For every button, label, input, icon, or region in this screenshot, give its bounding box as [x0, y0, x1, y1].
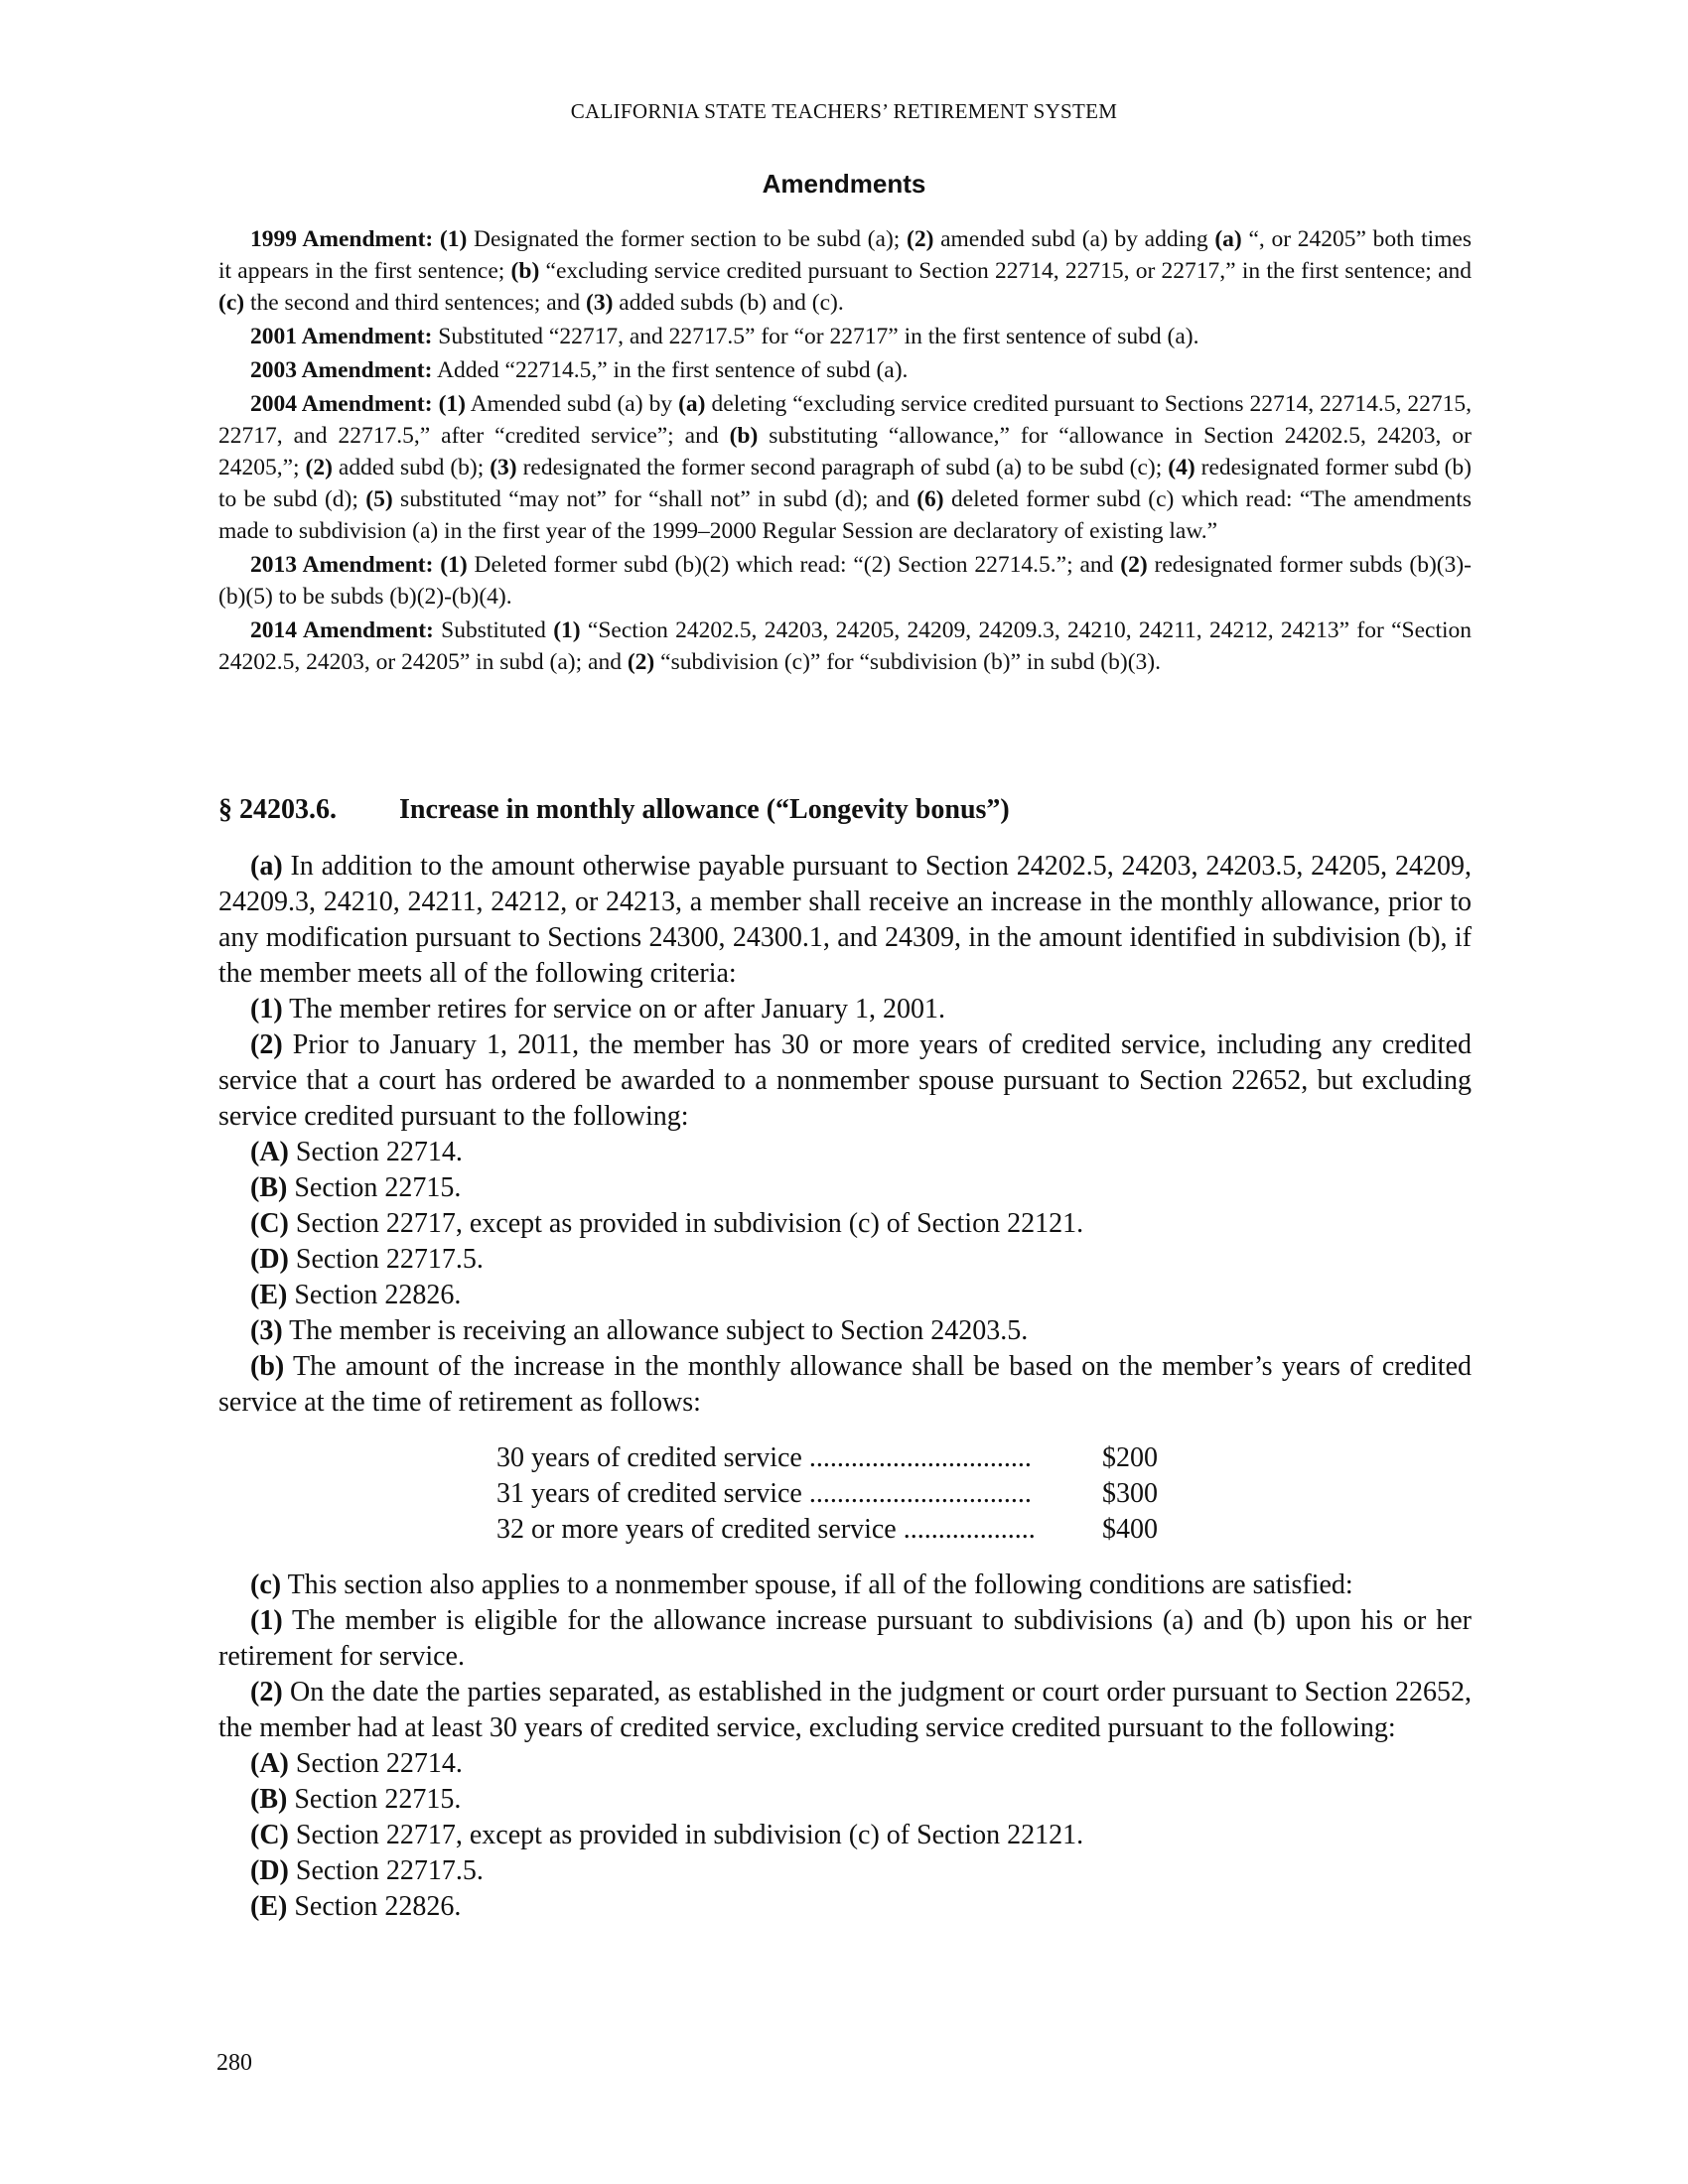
text-run: The member is receiving an allowance subject to Section 24203.5. [282, 1315, 1029, 1346]
bold-run: (A) [250, 1137, 289, 1167]
bold-run: 2004 Amendment: (1) [250, 391, 466, 417]
bold-run: (a) [678, 391, 706, 417]
schedule-label: 32 or more years of credited service ................... [496, 1514, 1036, 1545]
text-run: Prior to January 1, 2011, the member has 30 or more years of credited service, including any credited service that a court has ordered be awarded to a nonmember spouse pursuant to Section 22652, but excluding service credited pursuant to the following: [218, 1029, 1472, 1132]
text-run: This section also applies to a nonmember spouse, if all of the following conditions are satisfied: [281, 1570, 1353, 1600]
text-run: Substituted “22717, and 22717.5” for “or 22717” in the first sentence of subd (a). [432, 324, 1199, 349]
body-paragraph [218, 1242, 1472, 1278]
bold-run: (4) [1168, 455, 1196, 480]
text-run: added subd (b); [332, 455, 491, 480]
text-run: substituting “allowance,” for “allowance in Section 24202.5, 24203, or 24205,”; [218, 423, 1472, 480]
body-paragraph [218, 1889, 1472, 1925]
bold-run: (b) [510, 258, 540, 284]
text-run: Section 22717, except as provided in subdivision (c) of Section 22121. [288, 1208, 1084, 1239]
schedule-label: 30 years of credited service ................................ [496, 1442, 1032, 1473]
text-run: Section 22714. [288, 1748, 463, 1779]
text-run: Amended subd (a) by [465, 391, 679, 417]
bold-run: (D) [250, 1855, 289, 1886]
section-title: Increase in monthly allowance (“Longevity bonus”) [399, 794, 1010, 825]
bold-run: (E) [250, 1280, 288, 1310]
amendment-paragraph [218, 321, 1472, 352]
text-run: On the date the parties separated, as established in the judgment or court order pursuant to Section 22652, the member had at least 30 years of credited service, excluding service credited pursuant to the following: [218, 1677, 1472, 1743]
body-paragraph [218, 849, 1472, 992]
text-run: Designated the former section to be subd (a); [467, 226, 907, 252]
text-run: Substituted [433, 617, 554, 643]
body-paragraph [218, 1675, 1472, 1746]
text-run: The member retires for service on or after January 1, 2001. [282, 994, 945, 1024]
body-paragraph [218, 1170, 1472, 1206]
bold-run: (2) [627, 649, 655, 675]
body-part-1 [218, 849, 1472, 1421]
text-run: redesignated former subds (b)(3)-(b)(5) to be subds (b)(2)-(b)(4). [218, 552, 1473, 610]
bold-run: (B) [250, 1172, 288, 1203]
bold-run: 2003 Amendment: [250, 357, 433, 383]
bold-run: 1999 Amendment: (1) [250, 226, 468, 252]
bold-run: (2) [1120, 552, 1148, 578]
body-paragraph [218, 1278, 1472, 1313]
text-run: added subds (b) and (c). [613, 290, 844, 316]
schedule-row [496, 1476, 1192, 1512]
text-run: The member is eligible for the allowance increase pursuant to subdivisions (a) and (b) upon his or her retirement for service. [218, 1605, 1472, 1672]
bold-run: (6) [916, 486, 944, 512]
bold-run: (b) [729, 423, 759, 449]
bold-run: (c) [218, 290, 245, 316]
bold-run: 2013 Amendment: (1) [250, 552, 468, 578]
body-paragraph [218, 1349, 1472, 1421]
schedule-row [496, 1512, 1192, 1548]
bold-run: 2001 Amendment: [250, 324, 433, 349]
bold-run: (a) [1214, 226, 1242, 252]
text-run: redesignated former subd (b) to be subd (d); [218, 455, 1472, 512]
schedule-row [496, 1440, 1192, 1476]
text-run: “, or 24205” both times it appears in the first sentence; [218, 226, 1472, 284]
bold-run: (D) [250, 1244, 289, 1275]
bold-run: (3) [250, 1315, 283, 1346]
amendment-paragraph [218, 223, 1472, 319]
body-paragraph [218, 1135, 1472, 1170]
text-run: amended subd (a) by adding [933, 226, 1215, 252]
section-heading [218, 794, 1472, 826]
bold-run: (C) [250, 1820, 289, 1850]
text-run: the second and third sentences; and [244, 290, 586, 316]
text-run: Section 22717.5. [288, 1855, 484, 1886]
amendment-paragraph [218, 614, 1472, 678]
body-paragraph [218, 1027, 1472, 1135]
text-run: The amount of the increase in the monthly allowance shall be based on the member’s years of credited service at the time of retirement as follows: [218, 1351, 1472, 1418]
bold-run: (1) [553, 617, 581, 643]
text-run: substituted “may not” for “shall not” in subd (d); and [392, 486, 917, 512]
text-run: Section 22717, except as provided in subdivision (c) of Section 22121. [288, 1820, 1084, 1850]
text-run: Section 22715. [287, 1784, 462, 1815]
amendment-paragraph [218, 388, 1472, 547]
allowance-schedule [496, 1440, 1192, 1548]
body-paragraph [218, 1313, 1472, 1349]
body-paragraph [218, 1568, 1472, 1603]
section-number: § 24203.6. [218, 794, 337, 825]
text-run: Deleted former subd (b)(2) which read: “(2) Section 22714.5.”; and [467, 552, 1121, 578]
text-run: Section 22826. [287, 1891, 462, 1922]
text-run: Section 22826. [287, 1280, 462, 1310]
body-paragraph [218, 992, 1472, 1027]
body-paragraph [218, 1603, 1472, 1675]
body-part-2 [218, 1568, 1472, 1925]
running-header: CALIFORNIA STATE TEACHERS’ RETIREMENT SYSTEM [570, 99, 1118, 123]
amendments-notes [218, 223, 1472, 680]
amendment-paragraph [218, 549, 1472, 613]
body-paragraph [218, 1746, 1472, 1782]
text-run: deleting “excluding service credited pursuant to Sections 22714, 22714.5, 22715, 22717, and 22717.5,” after “credited service”; and [218, 391, 1473, 449]
bold-run: (b) [250, 1351, 285, 1382]
schedule-amount: $300 [1102, 1478, 1158, 1509]
text-run: Section 22714. [288, 1137, 463, 1167]
body-paragraph [218, 1853, 1472, 1889]
bold-run: (5) [365, 486, 393, 512]
text-run: In addition to the amount otherwise payable pursuant to Section 24202.5, 24203, 24203.5, 24205, 24209, 24209.3, 24210, 24211, 24212, or 24213, a member shall receive an increase in the monthly allowance, prior to any modification pursuant to Sections 24300, 24300.1, and 24309, in the amount identified in subdivision (b), if the member meets all of the following criteria: [218, 851, 1472, 989]
body-paragraph [218, 1782, 1472, 1818]
text-run: deleted former subd (c) which read: “The amendments made to subdivision (a) in the first year of the 1999–2000 Regular Session are declaratory of existing law.” [218, 486, 1472, 544]
body-paragraph [218, 1206, 1472, 1242]
bold-run: 2014 Amendment: [250, 617, 434, 643]
text-run: Section 22717.5. [288, 1244, 484, 1275]
schedule-amount: $200 [1102, 1442, 1158, 1473]
bold-run: (a) [250, 851, 283, 882]
text-run: redesignated the former second paragraph of subd (a) to be subd (c); [516, 455, 1169, 480]
page-number: 280 [216, 2050, 252, 2076]
bold-run: (c) [250, 1570, 282, 1600]
bold-run: (3) [490, 455, 517, 480]
text-run: “excluding service credited pursuant to Section 22714, 22715, or 22717,” in the first sentence; and [539, 258, 1473, 284]
bold-run: (C) [250, 1208, 289, 1239]
bold-run: (A) [250, 1748, 289, 1779]
amendment-paragraph [218, 354, 1472, 386]
bold-run: (3) [586, 290, 614, 316]
text-run: Section 22715. [287, 1172, 462, 1203]
bold-run: (E) [250, 1891, 288, 1922]
bold-run: (2) [250, 1677, 283, 1707]
section-body [218, 849, 1472, 1925]
bold-run: (1) [250, 1605, 283, 1636]
bold-run: (B) [250, 1784, 288, 1815]
amendments-heading: Amendments [762, 169, 926, 199]
text-run: Added “22714.5,” in the first sentence of subd (a). [432, 357, 909, 383]
bold-run: (2) [907, 226, 934, 252]
schedule-amount: $400 [1102, 1514, 1158, 1545]
bold-run: (2) [305, 455, 333, 480]
schedule-label: 31 years of credited service ................................ [496, 1478, 1032, 1509]
bold-run: (2) [250, 1029, 283, 1060]
bold-run: (1) [250, 994, 283, 1024]
text-run: “Section 24202.5, 24203, 24205, 24209, 24209.3, 24210, 24211, 24212, 24213” for “Section 24202.5, 24203, or 24205” in subd (a); and [218, 617, 1472, 675]
text-run: “subdivision (c)” for “subdivision (b)” in subd (b)(3). [654, 649, 1161, 675]
body-paragraph [218, 1818, 1472, 1853]
